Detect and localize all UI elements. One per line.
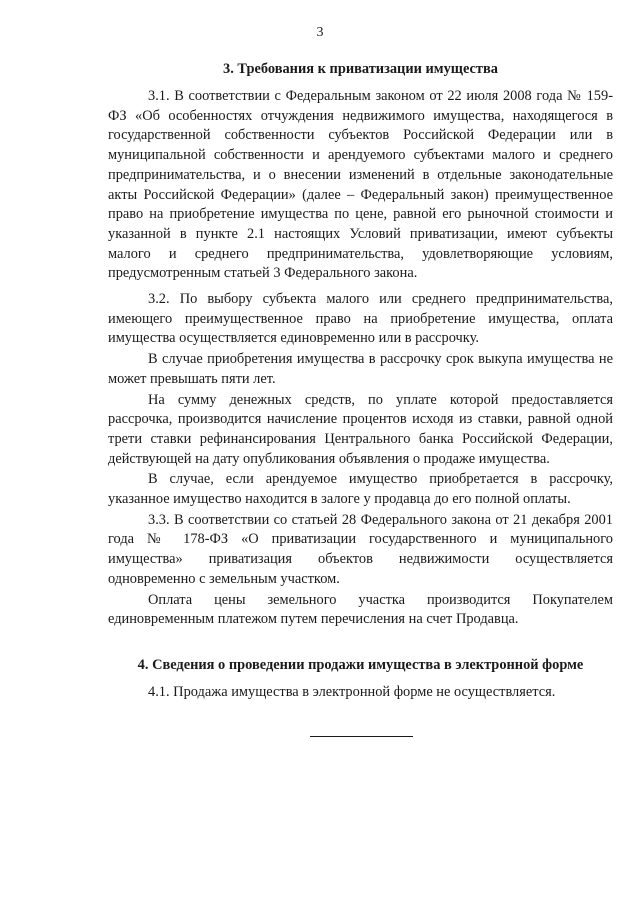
paragraph-pledge: В случае, если арендуемое имущество приобретается в рассрочку, указанное имущество находится в залоге у продавца до его полной оплаты. [108,471,613,508]
paragraph-installment-term: В случае приобретения имущества в рассрочку срок выкупа имущества не может превышать пяти лет. [108,351,613,387]
document-body [108,60,613,737]
paragraph-3-2: 3.2. По выбору субъекта малого или среднего предпринимательства, имеющего преимущественное право на приобретение имущества, оплата имущества осуществляется единовременно или в рассрочку. [108,291,613,347]
end-divider-line [310,736,413,737]
section-3-heading: 3. Требования к приватизации имущества [223,61,498,77]
page-number: 3 [316,25,324,40]
paragraph-land-payment: Оплата цены земельного участка производится Покупателем единовременным платежом путем перечисления на счет Продавца. [108,591,613,628]
paragraph-interest: На сумму денежных средств, по уплате которой предоставляется рассрочка, производится начисление процентов исходя из ставки, равной одной трети ставки рефинансирования Центрального банка Российской Федерации, действующей на дату опубликования объявления о продаже имущества. [108,391,613,467]
paragraph-3-3: 3.3. В соответствии со статьей 28 Федерального закона от 21 декабря 2001 года № 178-ФЗ «О приватизации государственного и муниципального имущества» приватизация объектов недвижимости осуществляется одновременно с земельным участком. [108,511,613,587]
paragraph-3-1: 3.1. В соответствии с Федеральным законом от 22 июля 2008 года № 159-ФЗ «Об особенностях отчуждения недвижимого имущества, находящегося в государственной собственности субъектов Российской Федерации или в муниципальной собственности и арендуемого субъектами малого и среднего предпринимательства, и о внесении изменений в отдельные законодательные акты Российской Федерации» (далее – Федеральный закон) преимущественное право на приобретение имущества по цене, равной его рыночной стоимости и указанной в пункте 2.1 настоящих Условий приватизации, имеют субъекты малого и среднего предпринимательства, удовлетворяющие условиям, предусмотренным статьей 3 Федерального закона. [108,88,613,282]
paragraph-4-1: 4.1. Продажа имущества в электронной форме не осуществляется. [148,683,556,700]
section-4-heading: 4. Сведения о проведении продажи имущества в электронной форме [137,656,584,673]
